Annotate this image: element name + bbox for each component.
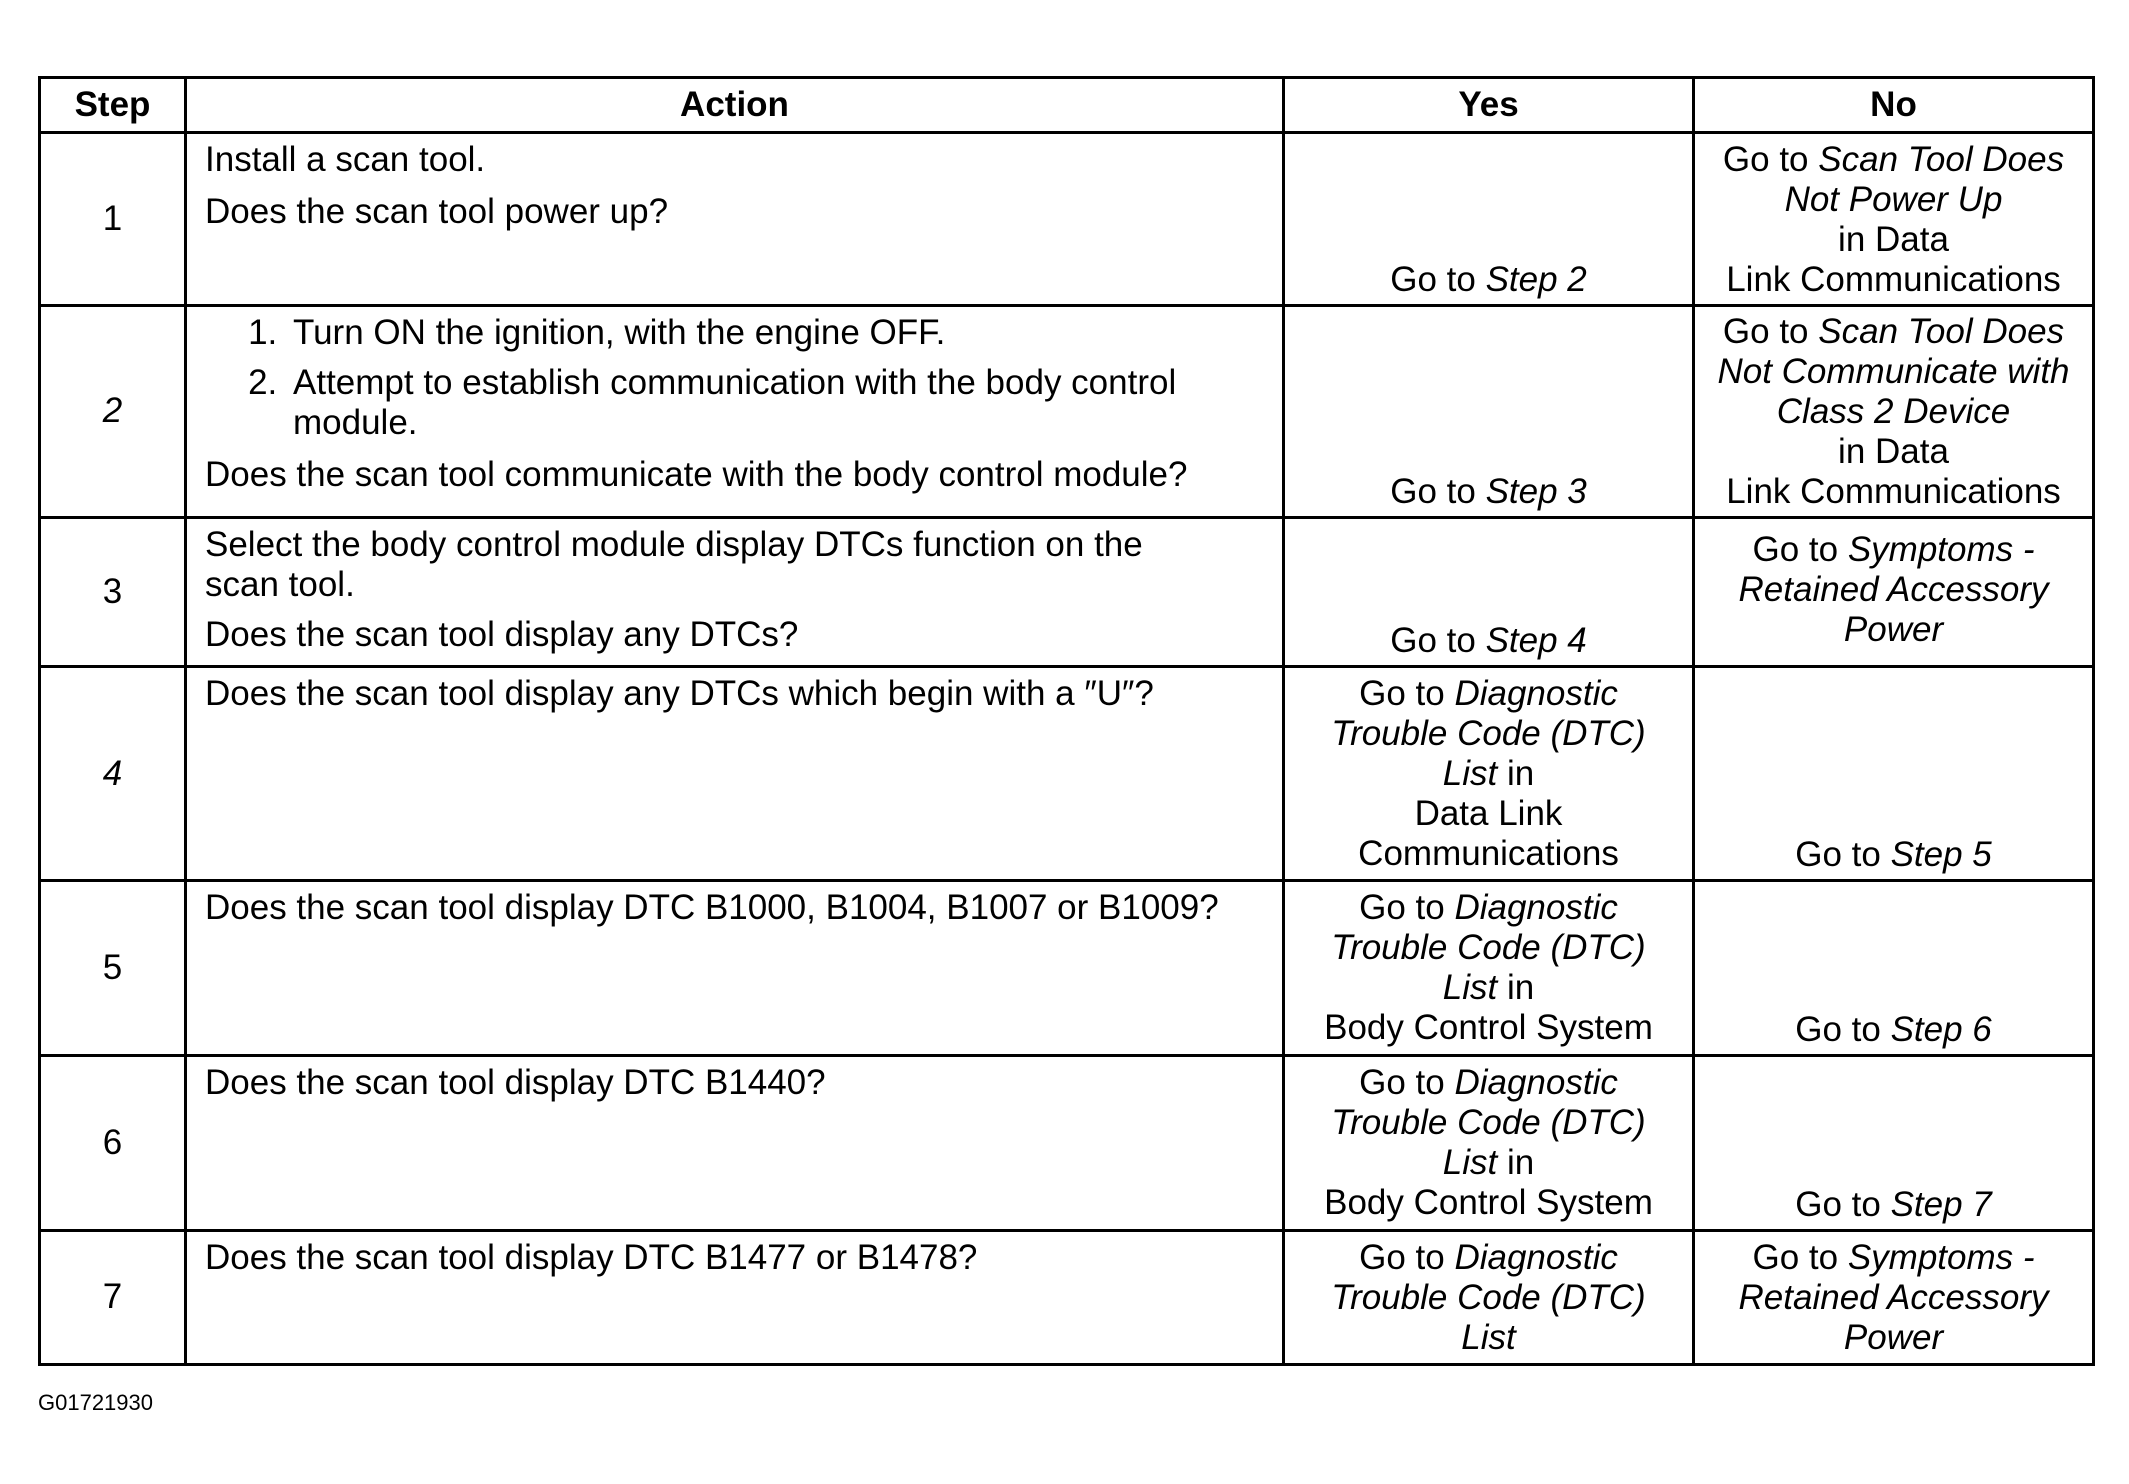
yes-procedure-link[interactable]: Diagnostic	[1454, 888, 1618, 928]
no-prefix: Go to	[1795, 1184, 1881, 1224]
table-row	[40, 518, 2094, 666]
yes-cell	[1284, 666, 1694, 881]
action-cell	[186, 666, 1284, 881]
yes-step-link[interactable]: Step 2	[1485, 259, 1587, 299]
yes-step-link[interactable]: Step 3	[1485, 472, 1587, 512]
header-row	[40, 78, 2094, 133]
table-row	[40, 666, 2094, 881]
yes-location: Body Control System	[1324, 1008, 1653, 1048]
no-cell	[1694, 1230, 2094, 1364]
yes-procedure-link[interactable]: Diagnostic	[1454, 1237, 1618, 1277]
yes-cell	[1284, 1055, 1694, 1230]
yes-procedure-link[interactable]: Diagnostic	[1454, 673, 1618, 713]
header-action: Action	[186, 78, 1284, 133]
header-yes: Yes	[1284, 78, 1694, 133]
action-question: Does the scan tool display DTC B1000, B1004, B1007 or B1009?	[205, 888, 1219, 928]
no-cell	[1694, 305, 2094, 518]
no-prefix: Go to	[1752, 529, 1839, 569]
no-location: Link Communications	[1726, 472, 2061, 512]
no-procedure-link[interactable]: Scan Tool Does	[1818, 139, 2065, 179]
action-cell	[186, 881, 1284, 1056]
no-procedure-link[interactable]: Class 2 Device	[1776, 392, 2011, 432]
action-cell	[186, 518, 1284, 666]
no-location: in Data	[1838, 432, 1949, 472]
no-procedure-link[interactable]: Power	[1843, 1317, 1944, 1357]
no-cell	[1694, 133, 2094, 306]
yes-cell	[1284, 305, 1694, 518]
yes-cell	[1284, 1230, 1694, 1364]
header-step: Step	[40, 78, 186, 133]
step-number: 4	[40, 666, 186, 881]
yes-prefix: Go to	[1359, 888, 1445, 928]
step-number: 3	[40, 518, 186, 666]
figure-id: G01721930	[38, 1390, 153, 1415]
table-row	[40, 133, 2094, 306]
yes-procedure-link[interactable]: List	[1442, 1142, 1498, 1182]
no-prefix: Go to	[1722, 139, 1809, 179]
yes-location: Data Link	[1414, 793, 1563, 833]
no-procedure-link[interactable]: Power	[1843, 609, 1944, 649]
no-step-link[interactable]: Step 5	[1890, 835, 1992, 875]
action-question: Does the scan tool display DTC B1440?	[205, 1062, 826, 1102]
yes-cell	[1284, 518, 1694, 666]
action-cell	[186, 133, 1284, 306]
action-question: Does the scan tool power up?	[205, 192, 669, 231]
step-number: 1	[40, 133, 186, 306]
no-procedure-link[interactable]: Not Power Up	[1784, 179, 2003, 219]
no-prefix: Go to	[1795, 835, 1881, 875]
action-question: Does the scan tool display DTC B1477 or B1478?	[205, 1237, 978, 1277]
action-cell	[186, 1055, 1284, 1230]
action-question: Does the scan tool display any DTCs?	[205, 615, 799, 655]
yes-procedure-link[interactable]: Trouble Code (DTC)	[1331, 928, 1646, 968]
yes-procedure-link[interactable]: List	[1442, 753, 1498, 793]
yes-prefix: Go to	[1390, 259, 1476, 299]
yes-in: in	[1506, 968, 1535, 1008]
no-procedure-link[interactable]: Symptoms -	[1847, 1237, 2035, 1277]
yes-procedure-link[interactable]: Diagnostic	[1454, 1062, 1618, 1102]
action-cell	[186, 305, 1284, 518]
no-procedure-link[interactable]: Retained Accessory	[1738, 569, 2049, 609]
yes-step-link[interactable]: Step 4	[1485, 620, 1587, 660]
no-step-link[interactable]: Step 7	[1890, 1184, 1992, 1224]
yes-procedure-link[interactable]: List	[1461, 1317, 1516, 1357]
no-cell	[1694, 518, 2094, 666]
no-cell	[1694, 881, 2094, 1056]
yes-procedure-link[interactable]: Trouble Code (DTC)	[1331, 1277, 1646, 1317]
no-cell	[1694, 666, 2094, 881]
yes-procedure-link[interactable]: Trouble Code (DTC)	[1331, 1102, 1646, 1142]
action-question: Does the scan tool display any DTCs which begin with a ″U″?	[205, 673, 1154, 713]
yes-in: in	[1506, 1142, 1535, 1182]
step-number: 7	[40, 1230, 186, 1364]
no-location: in Data	[1838, 219, 1949, 259]
step-number: 5	[40, 881, 186, 1056]
yes-in: in	[1506, 753, 1535, 793]
table-row	[40, 1055, 2094, 1230]
step-number: 6	[40, 1055, 186, 1230]
no-procedure-link[interactable]: Retained Accessory	[1738, 1277, 2049, 1317]
yes-procedure-link[interactable]: List	[1442, 968, 1498, 1008]
action-list-item: 1. Turn ON the ignition, with the engine OFF.	[287, 313, 1268, 353]
action-text: Install a scan tool.	[205, 140, 486, 179]
diagnostic-table	[38, 76, 2095, 1366]
no-procedure-link[interactable]: Not Communicate with	[1717, 352, 2070, 392]
yes-cell	[1284, 133, 1694, 306]
no-cell	[1694, 1055, 2094, 1230]
no-procedure-link[interactable]: Symptoms -	[1847, 529, 2035, 569]
yes-location: Body Control System	[1324, 1182, 1653, 1222]
yes-prefix: Go to	[1359, 673, 1445, 713]
action-question: Does the scan tool communicate with the body control module?	[205, 454, 1188, 494]
yes-prefix: Go to	[1359, 1062, 1445, 1102]
header-no: No	[1694, 78, 2094, 133]
yes-cell	[1284, 881, 1694, 1056]
no-step-link[interactable]: Step 6	[1890, 1009, 1992, 1049]
action-text: Select the body control module display DTCs function on the scan tool.	[205, 525, 1143, 605]
action-list-item: 2. Attempt to establish communication with the body control module.	[287, 363, 1268, 443]
no-prefix: Go to	[1795, 1009, 1881, 1049]
yes-prefix: Go to	[1390, 620, 1476, 660]
yes-prefix: Go to	[1359, 1237, 1445, 1277]
yes-prefix: Go to	[1390, 472, 1476, 512]
action-list	[205, 313, 1268, 443]
yes-location: Communications	[1358, 833, 1619, 873]
no-prefix: Go to	[1722, 312, 1809, 352]
table-row	[40, 881, 2094, 1056]
action-cell	[186, 1230, 1284, 1364]
table-row	[40, 305, 2094, 518]
yes-procedure-link[interactable]: Trouble Code (DTC)	[1331, 713, 1646, 753]
no-procedure-link[interactable]: Scan Tool Does	[1818, 312, 2065, 352]
table-row	[40, 1230, 2094, 1364]
step-number: 2	[40, 305, 186, 518]
no-prefix: Go to	[1752, 1237, 1839, 1277]
no-location: Link Communications	[1726, 259, 2061, 299]
